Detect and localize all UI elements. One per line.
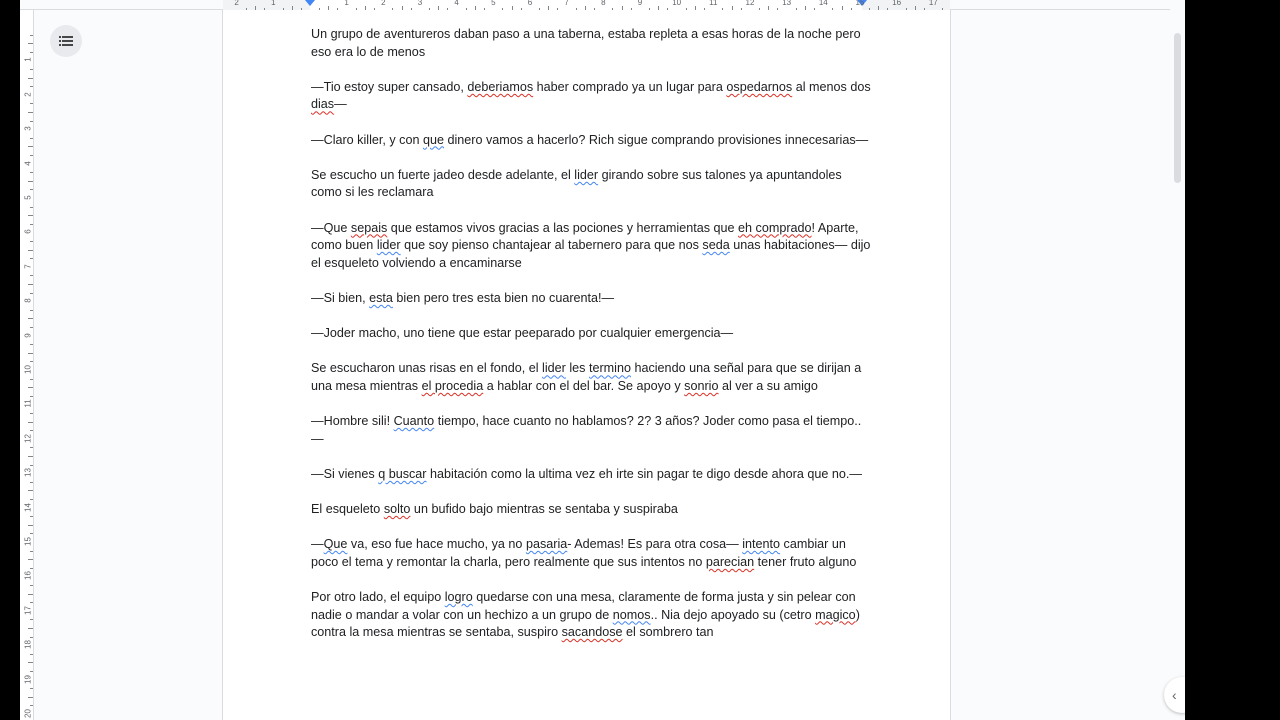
text-run: les: [565, 361, 589, 376]
paragraph[interactable]: [311, 325, 871, 343]
paragraph[interactable]: [311, 26, 871, 61]
ruler-tick: [30, 482, 33, 483]
text-run: —Si bien,: [311, 290, 370, 305]
ruler-number: 1: [271, 0, 276, 7]
ruler-tick: [28, 146, 33, 147]
ruler-number: 4: [454, 0, 459, 7]
side-panel-toggle-button[interactable]: [1164, 677, 1185, 713]
spelling-error-word[interactable]: ospedarnos: [726, 79, 793, 94]
ruler-tick: [30, 310, 33, 311]
grammar-suggestion-word[interactable]: logro: [444, 590, 473, 604]
paragraph[interactable]: [311, 132, 871, 150]
ruler-number: 17: [23, 605, 33, 615]
ruler-number: 2: [381, 0, 386, 7]
ruler-number: 10: [672, 0, 682, 7]
text-run: —Claro killer, y con: [311, 132, 423, 147]
grammar-suggestion-word[interactable]: esta: [369, 290, 393, 305]
ruler-tick: [28, 250, 33, 251]
text-run: va, eso fue hace mucho, ya no: [347, 537, 526, 552]
document-body[interactable]: [311, 26, 871, 659]
text-run: cambiar un poco el tema y remontar la charla, pero realmente que sus intentos no: [311, 537, 846, 569]
paragraph[interactable]: [311, 360, 871, 395]
ruler-tick: [28, 181, 33, 182]
text-run: —Joder macho, uno tiene que estar peeparado por cualquier emergencia—: [311, 326, 734, 341]
ruler-tick: [30, 516, 33, 517]
paragraph[interactable]: [311, 589, 871, 642]
paragraph[interactable]: [311, 466, 871, 484]
ruler-number: 11: [709, 0, 718, 7]
ruler-number: 12: [23, 433, 33, 443]
text-run: al menos dos: [792, 79, 871, 94]
ruler-tick: [28, 594, 33, 595]
ruler-number: 15: [23, 537, 33, 546]
ruler-tick: [30, 138, 33, 139]
text-run: quedarse con una mesa, claramente de forma justa y sin pelear con nadie o mandar a volar con un hechizo a un grupo de: [311, 590, 856, 622]
ruler-tick: [30, 35, 33, 36]
text-run: tiempo, hace cuanto no hablamos? 2? 3 años? Joder como pasa el tiempo..—: [311, 414, 862, 446]
ruler-tick: [28, 697, 33, 698]
spelling-error-word[interactable]: sacandose: [561, 625, 623, 640]
ruler-number: 9: [637, 0, 643, 7]
scrollbar-thumb[interactable]: [1174, 33, 1181, 183]
text-run: haciendo una señal para que se dirijan a una mesa mientras: [311, 361, 862, 393]
text-run: —Tio estoy super cansado,: [311, 79, 468, 94]
spelling-error-word[interactable]: el procedia: [421, 378, 484, 393]
grammar-suggestion-word[interactable]: termino: [588, 361, 631, 376]
text-run: ! Aparte, como buen: [311, 220, 859, 253]
text-run: habitación como la ultima vez eh irte sin pagar te digo desde ahora que no.—: [426, 466, 862, 481]
ruler-number: 13: [782, 0, 792, 7]
ruler-number: 14: [818, 0, 828, 7]
ruler-tick: [28, 662, 33, 663]
ruler-number: 12: [745, 0, 755, 7]
ruler-number: 4: [23, 160, 33, 166]
paragraph[interactable]: [311, 501, 871, 519]
ruler-tick: [30, 585, 33, 586]
ruler-tick: [30, 447, 33, 448]
grammar-suggestion-word[interactable]: lider: [376, 238, 401, 253]
spelling-error-word[interactable]: sepais: [350, 220, 388, 235]
ruler-number: 20: [23, 709, 33, 718]
ruler-tick: [28, 43, 33, 44]
grammar-suggestion-word[interactable]: pasaria: [525, 537, 568, 552]
ruler-number: 14: [23, 502, 33, 512]
ruler-tick: [30, 688, 33, 689]
text-run: Un grupo de aventureros daban paso a una taberna, estaba repleta a esas horas de la noche pero eso era lo de menos: [311, 27, 861, 59]
docs-editor: [20, 0, 1185, 720]
ruler-number: 1: [344, 0, 349, 7]
text-run: - Ademas! Es para otra cosa—: [567, 537, 743, 552]
ruler-number: 7: [23, 264, 33, 269]
ruler-tick: [30, 654, 33, 655]
text-run: —: [311, 537, 324, 552]
text-run: —Que: [311, 220, 351, 235]
screen-border-right: [1185, 0, 1280, 720]
text-run: al ver a su amigo: [718, 378, 818, 393]
ruler-number: 2: [234, 0, 239, 7]
ruler-tick: [28, 284, 33, 285]
ruler-number: 11: [23, 399, 33, 409]
ruler-tick: [28, 422, 33, 423]
text-run: el sombrero tan: [622, 625, 714, 640]
ruler-number: 13: [23, 468, 33, 478]
ruler-tick: [30, 275, 33, 276]
text-run: que estamos vivos gracias a las pociones y herramientas que: [387, 220, 739, 235]
ruler-number: 17: [928, 0, 938, 7]
ruler-number: 6: [527, 0, 533, 7]
grammar-suggestion-word[interactable]: Que: [323, 537, 348, 552]
ruler-number: 5: [491, 0, 496, 7]
paragraph[interactable]: [311, 220, 871, 273]
ruler-tick: [28, 353, 33, 354]
ruler-number: 7: [564, 0, 569, 7]
paragraph[interactable]: [311, 413, 871, 448]
text-run: tener fruto alguno: [754, 554, 857, 569]
text-run: Se escucharon unas risas en el fondo, el: [311, 361, 543, 376]
text-run: El esqueleto: [311, 502, 384, 517]
paragraph[interactable]: [311, 167, 871, 202]
grammar-suggestion-word[interactable]: Cuanto: [393, 414, 435, 429]
ruler-number: 3: [417, 0, 423, 7]
ruler-tick: [30, 551, 33, 552]
text-run: —: [334, 97, 347, 112]
ruler-number: 18: [23, 640, 33, 650]
text-run: Por otro lado, el equipo: [311, 590, 445, 604]
ruler-number: 15: [855, 0, 865, 7]
grammar-suggestion-word[interactable]: lider: [542, 361, 566, 376]
paragraph[interactable]: [311, 79, 871, 114]
ruler-number: 3: [23, 126, 33, 131]
text-run: unas habitaciones— dijo el esqueleto volviendo a encaminarse: [311, 238, 871, 270]
text-run: dinero vamos a hacerlo? Rich sigue comprando provisiones innecesarias—: [444, 132, 869, 147]
ruler-number: 10: [23, 365, 33, 374]
ruler-tick: [30, 241, 33, 242]
ruler-tick: [28, 628, 33, 629]
chevron-left-icon: ‹: [1172, 687, 1177, 703]
spelling-error-word[interactable]: eh comprado: [738, 220, 812, 235]
ruler-number: 8: [601, 0, 606, 7]
paragraph[interactable]: [311, 536, 871, 571]
ruler-tick: [28, 525, 33, 526]
paragraph[interactable]: [311, 290, 871, 308]
text-run: bien pero tres esta bien no cuarenta!—: [392, 290, 615, 305]
text-run: a hablar con el del bar. Se apoyo y: [483, 378, 685, 393]
ruler-number: 5: [23, 195, 33, 200]
ruler-tick: [30, 379, 33, 380]
vertical-ruler[interactable]: [20, 10, 34, 720]
ruler-number: 8: [23, 298, 33, 303]
ruler-tick: [28, 112, 33, 113]
left-indent-marker[interactable]: [305, 0, 315, 6]
ruler-tick: [28, 490, 33, 491]
ruler-tick: [28, 215, 33, 216]
text-run: que soy pienso chantajear al tabernero para que nos: [400, 238, 703, 253]
ruler-tick: [28, 318, 33, 319]
ruler-tick: [30, 69, 33, 70]
ruler-tick: [28, 456, 33, 457]
text-run: haber comprado ya un lugar para: [533, 79, 727, 94]
ruler-tick: [30, 344, 33, 345]
spelling-error-word[interactable]: parecian: [705, 554, 755, 569]
text-run: Se escucho un fuerte jadeo desde adelante, el: [311, 167, 575, 182]
ruler-tick: [30, 413, 33, 414]
spelling-error-word[interactable]: dias: [311, 97, 335, 112]
grammar-suggestion-word[interactable]: q buscar: [378, 466, 427, 481]
grammar-suggestion-word[interactable]: seda: [702, 238, 730, 253]
spelling-error-word[interactable]: deberiamos: [467, 79, 534, 94]
ruler-number: 6: [23, 229, 33, 235]
text-run: .. Nia dejo apoyado su (cetro: [650, 607, 816, 622]
ruler-tick: [28, 559, 33, 560]
ruler-tick: [30, 207, 33, 208]
ruler-number: 1: [23, 57, 33, 63]
grammar-suggestion-word[interactable]: que: [422, 132, 444, 147]
document-outline-button[interactable]: [50, 25, 82, 57]
grammar-suggestion-word[interactable]: nomos: [612, 607, 651, 622]
text-run: girando sobre sus talones ya apuntandoles como si les reclamara: [311, 167, 842, 200]
ruler-number: 19: [23, 674, 33, 684]
spelling-error-word[interactable]: solto: [383, 502, 411, 517]
ruler-number: 16: [892, 0, 902, 7]
ruler-tick: [28, 387, 33, 388]
ruler-tick: [30, 172, 33, 173]
text-run: —Si vienes: [311, 466, 379, 481]
spelling-error-word[interactable]: magico: [815, 607, 856, 622]
text-run: ) contra la mesa mientras se sentaba, suspiro: [311, 607, 860, 640]
ruler-tick: [28, 78, 33, 79]
grammar-suggestion-word[interactable]: intento: [742, 537, 781, 552]
spelling-error-word[interactable]: sonrio: [684, 378, 719, 393]
text-run: un bufido bajo mientras se sentaba y suspiraba: [410, 502, 678, 517]
document-page[interactable]: [222, 10, 951, 720]
ruler-number: 16: [23, 571, 33, 581]
grammar-suggestion-word[interactable]: lider: [574, 167, 599, 182]
text-run: —Hombre sili!: [311, 414, 394, 429]
ruler-number: 2: [23, 92, 33, 97]
ruler-tick: [30, 103, 33, 104]
ruler-number: 9: [23, 332, 33, 338]
screen-border-left: [0, 0, 20, 720]
list-icon: [59, 36, 73, 46]
ruler-tick: [30, 619, 33, 620]
